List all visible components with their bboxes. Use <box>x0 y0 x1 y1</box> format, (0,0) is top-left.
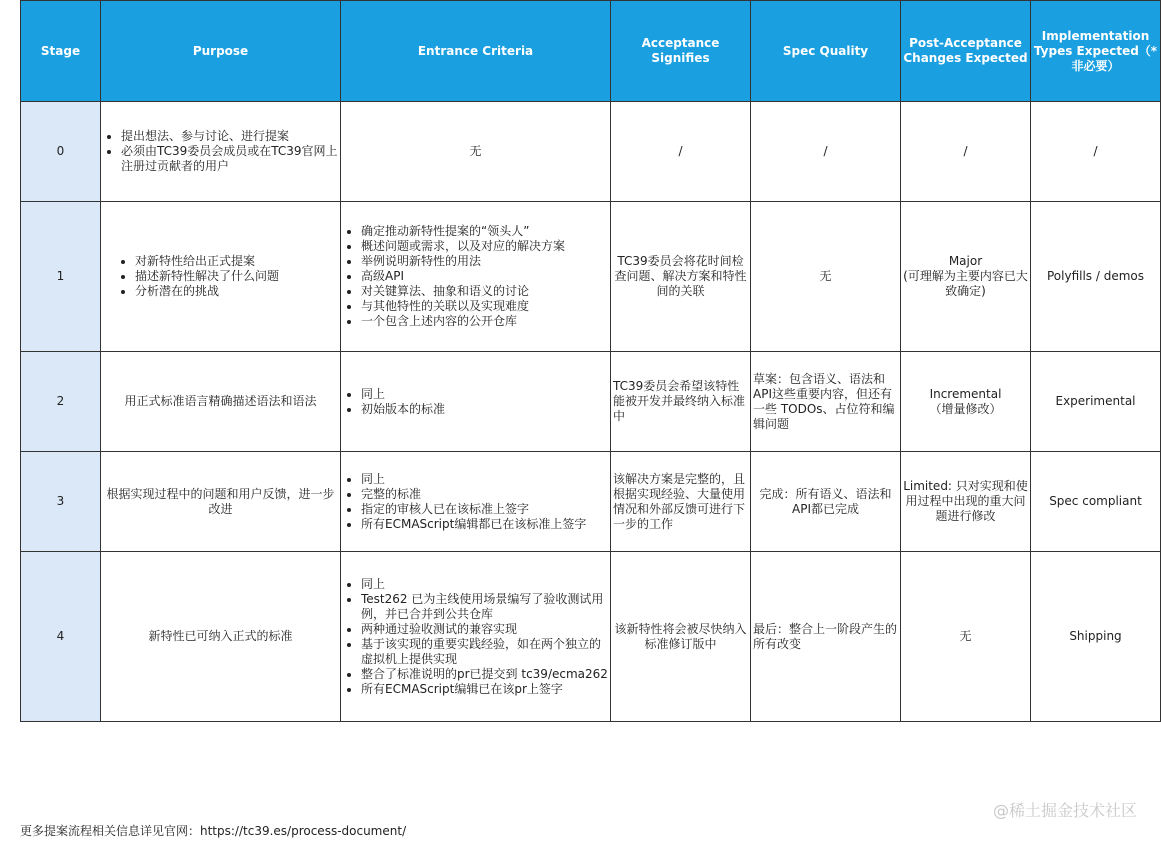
purpose-item: • 必须由TC39委员会成员或在TC39官网上注册过贡献者的用户 <box>121 144 338 174</box>
table-row <box>21 102 1161 202</box>
acceptance-cell: 该解决方案是完整的，且根据实现经验、大量使用情况和外部反馈可进行下一步的工作 <box>611 452 751 552</box>
implementation-cell: Spec compliant <box>1031 452 1161 552</box>
header-entrance-criteria: Entrance Criteria <box>341 1 611 102</box>
stage-cell: 4 <box>21 552 101 722</box>
purpose-cell <box>101 202 341 352</box>
purpose-item: • 描述新特性解决了什么问题 <box>135 269 338 284</box>
entrance-item: • 举例说明新特性的用法 <box>361 254 608 269</box>
entrance-item: • 同上 <box>361 387 608 402</box>
entrance-item: • 所有ECMAScript编辑已在该pr上签字 <box>361 682 608 697</box>
header-purpose: Purpose <box>101 1 341 102</box>
acceptance-cell: TC39委员会希望该特性能被开发并最终纳入标准中 <box>611 352 751 452</box>
entrance-cell: 无 <box>341 102 611 202</box>
stage-cell: 3 <box>21 452 101 552</box>
header-row <box>21 1 1161 102</box>
entrance-item: • 所有ECMAScript编辑都已在该标准上签字 <box>361 517 608 532</box>
entrance-item: • 概述问题或需求，以及对应的解决方案 <box>361 239 608 254</box>
post-acceptance-cell: Limited: 只对实现和使用过程中出现的重大问题进行修改 <box>901 452 1031 552</box>
spec-quality-cell: 草案：包含语义、语法和API这些重要内容，但还有一些 TODOs、占位符和编辑问题 <box>751 352 901 452</box>
entrance-item: • 高级API <box>361 269 608 284</box>
acceptance-cell: / <box>611 102 751 202</box>
purpose-cell: 新特性已可纳入正式的标准 <box>101 552 341 722</box>
stage-cell: 2 <box>21 352 101 452</box>
entrance-item: • Test262 已为主线使用场景编写了验收测试用例，并已合并到公共仓库 <box>361 592 608 622</box>
post-acceptance-cell: Major (可理解为主要内容已大致确定) <box>901 202 1031 352</box>
entrance-item: • 一个包含上述内容的公开仓库 <box>361 314 608 329</box>
table-row <box>21 352 1161 452</box>
process-table <box>20 0 1161 722</box>
spec-quality-cell: 完成：所有语义、语法和API都已完成 <box>751 452 901 552</box>
purpose-item: • 提出想法、参与讨论、进行提案 <box>121 129 338 144</box>
spec-quality-cell: / <box>751 102 901 202</box>
entrance-item: • 基于该实现的重要实践经验，如在两个独立的虚拟机上提供实现 <box>361 637 608 667</box>
header-stage: Stage <box>21 1 101 102</box>
header-post-acceptance: Post-Acceptance Changes Expected <box>901 1 1031 102</box>
post-acceptance-cell: 无 <box>901 552 1031 722</box>
entrance-cell <box>341 552 611 722</box>
purpose-item: • 对新特性给出正式提案 <box>135 254 338 269</box>
implementation-cell: Polyfills / demos <box>1031 202 1161 352</box>
stage-cell: 0 <box>21 102 101 202</box>
spec-quality-cell: 最后：整合上一阶段产生的所有改变 <box>751 552 901 722</box>
entrance-item: • 同上 <box>361 472 608 487</box>
table-row <box>21 202 1161 352</box>
implementation-cell: / <box>1031 102 1161 202</box>
stage-cell: 1 <box>21 202 101 352</box>
purpose-cell <box>101 102 341 202</box>
entrance-item: • 指定的审核人已在该标准上签字 <box>361 502 608 517</box>
entrance-item: • 两种通过验收测试的兼容实现 <box>361 622 608 637</box>
purpose-item: • 分析潜在的挑战 <box>135 284 338 299</box>
entrance-item: • 对关键算法、抽象和语义的讨论 <box>361 284 608 299</box>
watermark: @稀土掘金技术社区 <box>992 801 1137 820</box>
acceptance-cell: 该新特性将会被尽快纳入标准修订版中 <box>611 552 751 722</box>
entrance-item: • 完整的标准 <box>361 487 608 502</box>
table-row <box>21 552 1161 722</box>
header-acceptance-signifies: Acceptance Signifies <box>611 1 751 102</box>
header-spec-quality: Spec Quality <box>751 1 901 102</box>
acceptance-cell: TC39委员会将花时间检查问题、解决方案和特性间的关联 <box>611 202 751 352</box>
footer-note: 更多提案流程相关信息详见官网：https://tc39.es/process-document/ <box>20 824 407 838</box>
spec-quality-cell: 无 <box>751 202 901 352</box>
purpose-cell: 用正式标准语言精确描述语法和语法 <box>101 352 341 452</box>
entrance-cell <box>341 452 611 552</box>
entrance-item: • 同上 <box>361 577 608 592</box>
implementation-cell: Experimental <box>1031 352 1161 452</box>
post-acceptance-cell: / <box>901 102 1031 202</box>
purpose-cell: 根据实现过程中的问题和用户反馈，进一步改进 <box>101 452 341 552</box>
entrance-item: • 整合了标准说明的pr已提交到 tc39/ecma262 <box>361 667 608 682</box>
entrance-item: • 确定推动新特性提案的“领头人” <box>361 224 608 239</box>
entrance-cell <box>341 352 611 452</box>
post-acceptance-cell: Incremental （增量修改） <box>901 352 1031 452</box>
entrance-item: • 与其他特性的关联以及实现难度 <box>361 299 608 314</box>
table-row <box>21 452 1161 552</box>
implementation-cell: Shipping <box>1031 552 1161 722</box>
entrance-cell <box>341 202 611 352</box>
entrance-item: • 初始版本的标准 <box>361 402 608 417</box>
header-implementation-types: Implementation Types Expected（* 非必要） <box>1031 1 1161 102</box>
